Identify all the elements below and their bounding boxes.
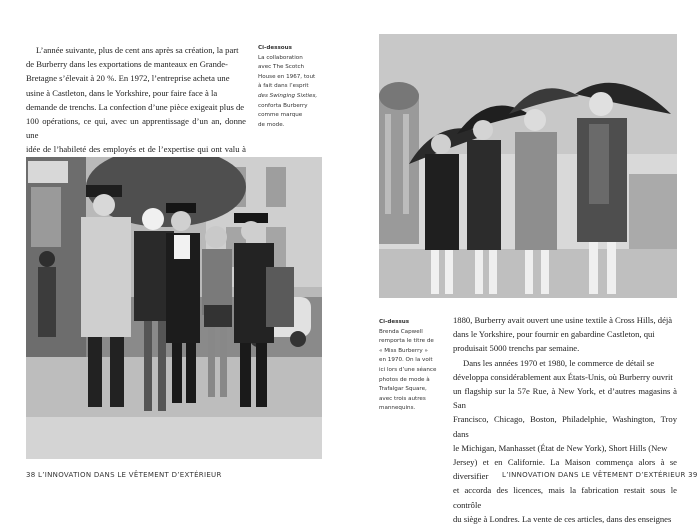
text-line: demande de trenchs. La confection d’une pièce exigeait plus de xyxy=(26,101,245,112)
umbrella-fashion-image xyxy=(379,34,677,298)
caption-line: House en 1967, tout xyxy=(258,73,316,80)
text-line: L’année suivante, plus de cent ans après sa création, la part xyxy=(36,45,239,55)
caption-title: Ci-dessus xyxy=(379,319,410,325)
text-line: 100 opérations, ce qui, avec un apprentissage d’un an, donne une xyxy=(26,116,246,141)
caption-line: « Miss Burberry » xyxy=(379,347,428,354)
text-line: et accorda des licences, mais la fabrication restait sous le contrôle xyxy=(453,485,677,510)
text-line: du siège à Londres. La vente de ces articles, dans des enseignes xyxy=(453,513,672,524)
caption-line: Trafalgar Square, xyxy=(379,386,427,393)
right-caption xyxy=(379,318,455,414)
caption-line: ici lors d’une séance xyxy=(379,366,437,373)
right-footer: L’INNOVATION DANS LE VÊTEMENT D’EXTÉRIEUR 39 xyxy=(502,471,698,479)
street-fashion-image xyxy=(26,157,322,459)
caption-line: photos de mode à xyxy=(379,376,430,383)
left-caption xyxy=(258,44,333,130)
caption-line: en 1970. On la voit xyxy=(379,357,433,364)
caption-line: de mode. xyxy=(258,121,285,128)
left-page xyxy=(0,0,350,506)
text-line: Bretagne s’élevait à 20 %. En 1972, l’entreprise acheta une xyxy=(26,73,230,84)
caption-line: mannequins. xyxy=(379,405,416,412)
text-line: dans le Yorkshire, pour fournir en gabardine Castleton, qui xyxy=(453,329,655,340)
right-page xyxy=(350,0,700,524)
caption-line: des Swinging Sixties, xyxy=(258,92,318,99)
text-line: de Burberry dans les exportations de manteaux en Grande- xyxy=(26,59,228,70)
text-line: Francisco, Chicago, Boston, Philadelphie, Washington, Troy dans xyxy=(453,414,677,439)
right-body-text xyxy=(453,313,677,526)
caption-line: avec The Scotch xyxy=(258,64,305,71)
left-footer: 38 L’INNOVATION DANS LE VÊTEMENT D’EXTÉRIEUR xyxy=(26,471,222,479)
caption-line: Brenda Capwell xyxy=(379,328,423,335)
text-line: produisait 5000 trenchs par semaine. xyxy=(453,343,580,354)
text-line: Jersey) et en Californie. La Maison commença alors à se diversifier xyxy=(453,457,677,482)
caption-title: Ci-dessous xyxy=(258,45,292,51)
left-photo xyxy=(26,157,322,459)
text-line: Dans les années 1970 et 1980, le commerce de détail se xyxy=(463,357,655,368)
text-line: usine à Castleton, dans le Yorkshire, pour faire face à la xyxy=(26,87,218,98)
caption-line: comme marque xyxy=(258,112,303,119)
text-line: idée de l’habileté des employés et de l’expertise qui ont valu à xyxy=(26,144,246,155)
caption-line: avec trois autres xyxy=(379,395,426,402)
text-line: le Michigan, Manhasset (État de New York), Short Hills (New xyxy=(453,442,668,453)
caption-line: à fait dans l’esprit xyxy=(258,83,309,90)
text-line: développa considérablement aux États-Unis, où Burberry ouvrit xyxy=(453,371,673,382)
text-line: 1880, Burberry avait ouvert une usine textile à Cross Hills, déjà xyxy=(453,315,673,325)
right-photo xyxy=(379,34,677,298)
text-line: un flagship sur la 57e Rue, à New York, et d’autres magasins à San xyxy=(453,386,677,411)
caption-line: remporta le titre de xyxy=(379,338,434,345)
caption-line: La collaboration xyxy=(258,54,303,61)
caption-line: conforta Burberry xyxy=(258,102,308,109)
